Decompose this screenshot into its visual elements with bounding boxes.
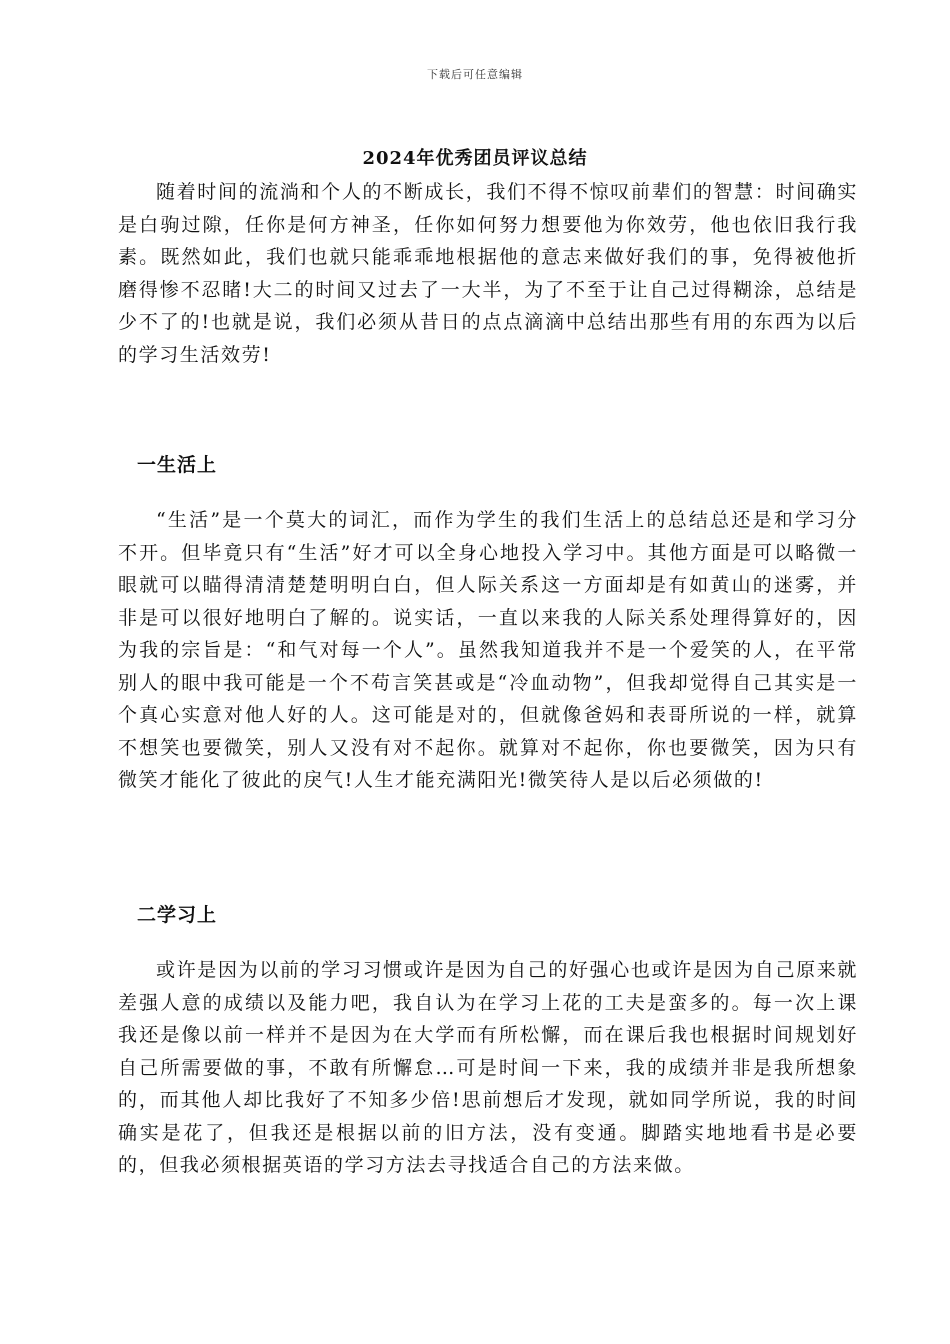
section-heading-life: 一生活上	[137, 454, 218, 476]
section-body-study: 或许是因为以前的学习习惯或许是因为自己的好强心也或许是因为自己原来就差强人意的成绩以及能力吧，我自认为在学习上花的工夫是蛮多的。每一次上课我还是像以前一样并不是因为在大学而有所松懈，而在课后我也根据时间规划好自己所需要做的事，不敢有所懈怠…可是时间一下来，我的成绩并非是我所想象的，而其他人却比我好了不知多少倍!思前想后才发现，就如同学所说，我的时间确实是花了，但我还是根据以前的旧方法，没有变通。脚踏实地地看书是必要的，但我必须根据英语的学习方法去寻找适合自己的方法来做。	[118, 959, 858, 1176]
header-note: 下载后可任意编辑	[427, 68, 523, 81]
document-title: 2024年优秀团员评议总结	[362, 148, 588, 169]
section-heading-study: 二学习上	[137, 904, 218, 926]
section-body-life: “生活”是一个莫大的词汇，而作为学生的我们生活上的总结总还是和学习分不开。但毕竟只有“生活”好才可以全身心地投入学习中。其他方面是可以略微一眼就可以瞄得清清楚楚明明白白，但人际关系这一方面却是有如黄山的迷雾，并非是可以很好地明白了解的。说实话，一直以来我的人际关系处理得算好的，因为我的宗旨是：“和气对每一个人”。虽然我知道我并不是一个爱笑的人，在平常别人的眼中我可能是一个不苟言笑甚或是“冷血动物”，但我却觉得自己其实是一个真心实意对他人好的人。这可能是对的，但就像爸妈和表哥所说的一样，就算不想笑也要微笑，别人又没有对不起你。就算对不起你，你也要微笑，因为只有微笑才能化了彼此的戾气!人生才能充满阳光!微笑待人是以后必须做的!	[118, 509, 858, 791]
intro-paragraph: 随着时间的流淌和个人的不断成长，我们不得不惊叹前辈们的智慧：时间确实是白驹过隙，任你是何方神圣，任你如何努力想要他为你效劳，他也依旧我行我素。既然如此，我们也就只能乖乖地根据他的意志来做好我们的事，免得被他折磨得惨不忍睹!大二的时间又过去了一大半，为了不至于让自己过得糊涂，总结是少不了的!也就是说，我们必须从昔日的点点滴滴中总结出那些有用的东西为以后的学习生活效劳!	[118, 181, 858, 366]
